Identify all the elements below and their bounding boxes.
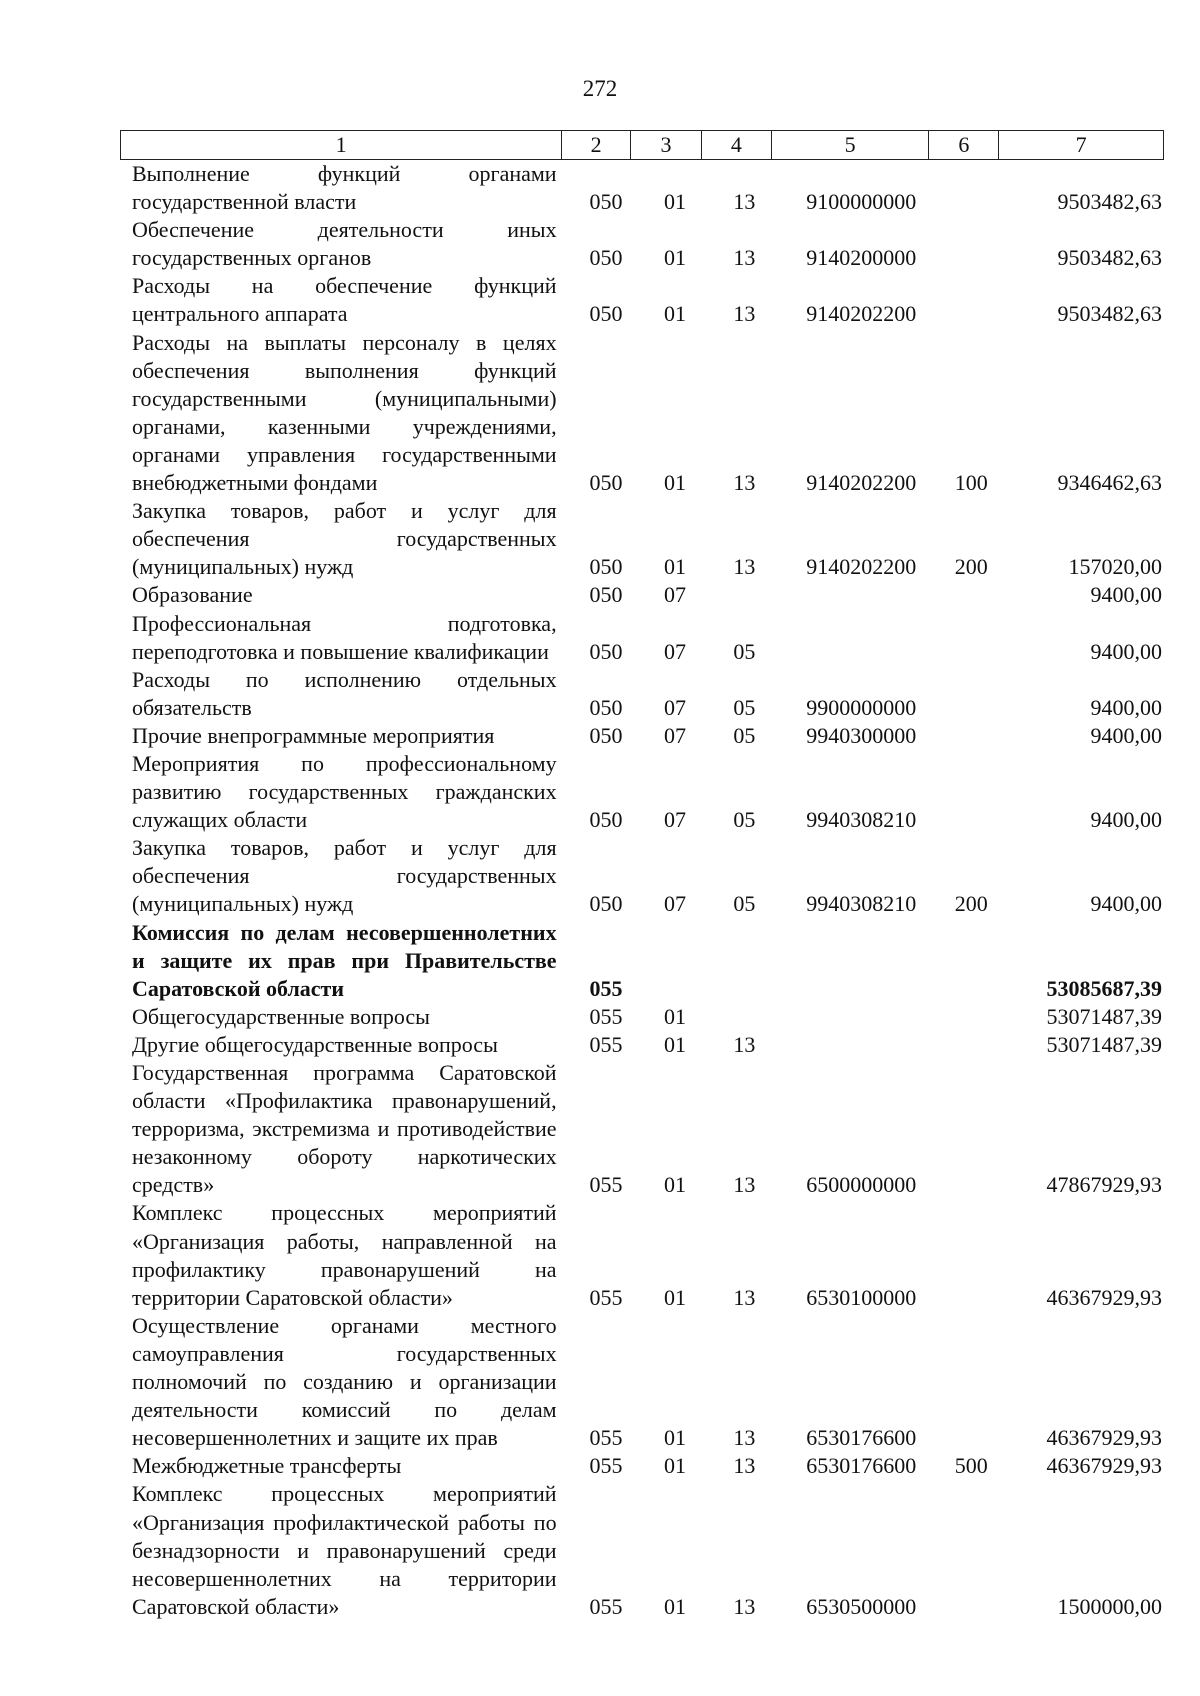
row-subsection-code: 05 bbox=[733, 722, 756, 748]
table-row bbox=[132, 497, 1162, 581]
budget-table-body bbox=[132, 160, 1162, 1621]
row-subsection-code: 13 bbox=[733, 554, 756, 580]
table-row bbox=[132, 1452, 1162, 1480]
row-subsection-code: 05 bbox=[733, 638, 756, 664]
row-grbs-code: 055 bbox=[589, 1593, 623, 1619]
row-name: Закупка товаров, работ и услуг для обеспечения государственных (муниципальных) нужд bbox=[132, 835, 557, 917]
row-subsection-code: 13 bbox=[733, 245, 756, 271]
row-section-code: 01 bbox=[663, 1003, 686, 1029]
row-target-article: 9940308210 bbox=[806, 891, 917, 917]
row-grbs-code: 050 bbox=[589, 694, 623, 720]
row-amount: 53071487,39 bbox=[1046, 1031, 1162, 1057]
row-name: Мероприятия по профессиональному развитию государственных гражданских служащих области bbox=[132, 750, 557, 833]
row-subsection-code: 13 bbox=[733, 189, 756, 215]
page-number: 272 bbox=[582, 76, 618, 101]
column-header-amount: 7 bbox=[1075, 132, 1087, 157]
row-section-code: 07 bbox=[663, 694, 686, 720]
row-grbs-code: 055 bbox=[589, 1284, 623, 1310]
row-subsection-code: 05 bbox=[733, 694, 756, 720]
row-amount: 46367929,93 bbox=[1046, 1284, 1162, 1310]
row-expense-type: 200 bbox=[954, 554, 988, 580]
row-name: Межбюджетные трансферты bbox=[132, 1453, 402, 1479]
row-target-article: 9940308210 bbox=[806, 807, 917, 833]
row-subsection-code: 13 bbox=[733, 1593, 756, 1619]
row-name: Государственная программа Саратовской области «Профилактика правонарушений, терроризма, экстремизма и противодействие незаконному обороту наркотических средств» bbox=[132, 1060, 557, 1198]
row-amount: 9503482,63 bbox=[1057, 245, 1162, 271]
row-name: Расходы на обеспечение функций центрального аппарата bbox=[132, 273, 557, 327]
row-subsection-code: 05 bbox=[733, 891, 756, 917]
row-section-code: 07 bbox=[663, 722, 686, 748]
row-grbs-code: 050 bbox=[589, 582, 623, 608]
row-name: Профессиональная подготовка, переподготовка и повышение квалификации bbox=[132, 610, 557, 664]
row-section-code: 07 bbox=[663, 891, 686, 917]
column-header-section: 3 bbox=[631, 131, 702, 159]
column-header-grbs: 2 bbox=[562, 131, 631, 159]
row-target-article: 9140202200 bbox=[806, 470, 917, 496]
row-target-article: 6530100000 bbox=[806, 1284, 917, 1310]
row-section-code: 01 bbox=[663, 1425, 686, 1451]
row-section-code: 07 bbox=[663, 807, 686, 833]
row-grbs-code: 055 bbox=[589, 1003, 623, 1029]
row-grbs-code: 055 bbox=[589, 1425, 623, 1451]
row-section-code: 01 bbox=[663, 1031, 686, 1057]
row-name: Прочие внепрограммные мероприятия bbox=[132, 722, 495, 748]
row-section-code: 07 bbox=[663, 582, 686, 608]
table-row bbox=[132, 834, 1162, 918]
row-name: Комплекс процессных мероприятий «Организация профилактической работы по безнадзорности и правонарушений среди несовершеннолетних на территории Саратовской области» bbox=[132, 1481, 557, 1619]
row-name: Образование bbox=[132, 582, 253, 608]
row-expense-type: 500 bbox=[954, 1453, 988, 1479]
row-subsection-code: 13 bbox=[733, 1172, 756, 1198]
row-section-code: 07 bbox=[663, 638, 686, 664]
table-row bbox=[132, 272, 1162, 328]
row-subsection-code: 13 bbox=[733, 470, 756, 496]
row-name: Комплекс процессных мероприятий «Организация работы, направленной на профилактику правонарушений на территории Саратовской области» bbox=[132, 1200, 557, 1310]
row-name: Закупка товаров, работ и услуг для обеспечения государственных (муниципальных) нужд bbox=[132, 498, 557, 580]
row-amount: 9503482,63 bbox=[1057, 301, 1162, 327]
row-name: Комиссия по делам несовершеннолетних и защите их прав при Правительстве Саратовской области bbox=[132, 919, 557, 1001]
row-section-code: 01 bbox=[663, 1453, 686, 1479]
row-target-article: 6500000000 bbox=[806, 1172, 917, 1198]
row-grbs-code: 055 bbox=[589, 1453, 623, 1479]
row-grbs-code: 050 bbox=[589, 638, 623, 664]
row-grbs-code: 050 bbox=[589, 301, 623, 327]
table-row bbox=[132, 581, 1162, 609]
row-target-article: 9140202200 bbox=[806, 554, 917, 580]
table-row bbox=[132, 1312, 1162, 1452]
row-section-code: 01 bbox=[663, 1593, 686, 1619]
row-amount: 1500000,00 bbox=[1057, 1593, 1162, 1619]
row-grbs-code: 050 bbox=[589, 189, 623, 215]
table-row bbox=[132, 919, 1162, 1003]
row-grbs-code: 055 bbox=[589, 1172, 623, 1198]
row-target-article: 9140200000 bbox=[806, 245, 917, 271]
row-name: Осуществление органами местного самоуправления государственных полномочий по созданию и организации деятельности комиссий по делам несовершеннолетних и защите их прав bbox=[132, 1312, 557, 1451]
row-amount: 9400,00 bbox=[1090, 638, 1162, 664]
row-expense-type: 200 bbox=[954, 891, 988, 917]
row-amount: 46367929,93 bbox=[1046, 1453, 1162, 1479]
row-section-code: 01 bbox=[663, 189, 686, 215]
row-amount: 9400,00 bbox=[1090, 694, 1162, 720]
row-amount: 157020,00 bbox=[1068, 554, 1162, 580]
row-name: Расходы на выплаты персоналу в целях обеспечения выполнения функций государственными (муниципальными) органами, казенными учреждениями, органами управления государственными внебюджетными фондами bbox=[132, 329, 557, 496]
row-target-article: 6530176600 bbox=[806, 1453, 917, 1479]
table-row bbox=[132, 160, 1162, 216]
row-amount: 9400,00 bbox=[1090, 582, 1162, 608]
row-section-code: 01 bbox=[663, 1172, 686, 1198]
row-target-article: 9100000000 bbox=[806, 189, 917, 215]
row-amount: 9503482,63 bbox=[1057, 189, 1162, 215]
table-row bbox=[132, 1003, 1162, 1031]
row-amount: 9346462,63 bbox=[1057, 470, 1162, 496]
row-grbs-code: 050 bbox=[589, 722, 623, 748]
row-amount: 9400,00 bbox=[1090, 807, 1162, 833]
row-subsection-code: 13 bbox=[733, 1425, 756, 1451]
row-amount: 9400,00 bbox=[1090, 722, 1162, 748]
row-subsection-code: 13 bbox=[733, 1031, 756, 1057]
row-section-code: 01 bbox=[663, 301, 686, 327]
row-subsection-code: 13 bbox=[733, 1284, 756, 1310]
row-target-article: 9900000000 bbox=[806, 694, 917, 720]
table-row bbox=[132, 1480, 1162, 1620]
row-amount: 53085687,39 bbox=[1046, 975, 1162, 1001]
row-subsection-code: 13 bbox=[733, 1453, 756, 1479]
row-expense-type: 100 bbox=[954, 470, 988, 496]
row-subsection-code: 05 bbox=[733, 807, 756, 833]
row-amount: 47867929,93 bbox=[1046, 1172, 1162, 1198]
row-subsection-code: 13 bbox=[733, 301, 756, 327]
column-header-target-article: 5 bbox=[772, 131, 930, 159]
row-target-article: 9940300000 bbox=[806, 722, 917, 748]
column-header-subsection: 4 bbox=[702, 131, 772, 159]
row-target-article: 6530176600 bbox=[806, 1425, 917, 1451]
row-name: Другие общегосударственные вопросы bbox=[132, 1031, 498, 1057]
table-row bbox=[132, 329, 1162, 498]
row-grbs-code: 050 bbox=[589, 554, 623, 580]
table-row bbox=[132, 610, 1162, 666]
row-amount: 9400,00 bbox=[1090, 891, 1162, 917]
row-grbs-code: 050 bbox=[589, 891, 623, 917]
table-header bbox=[120, 130, 1164, 160]
row-grbs-code: 050 bbox=[589, 470, 623, 496]
row-grbs-code: 050 bbox=[589, 245, 623, 271]
table-row bbox=[132, 666, 1162, 722]
row-section-code: 01 bbox=[663, 245, 686, 271]
table-row bbox=[132, 1199, 1162, 1311]
row-target-article: 9140202200 bbox=[806, 301, 917, 327]
row-name: Обеспечение деятельности иных государственных органов bbox=[132, 217, 557, 271]
row-grbs-code: 050 bbox=[589, 807, 623, 833]
column-header-name: 1 bbox=[121, 131, 562, 159]
row-name: Расходы по исполнению отдельных обязательств bbox=[132, 666, 557, 720]
table-row bbox=[132, 1031, 1162, 1059]
row-section-code: 01 bbox=[663, 1284, 686, 1310]
row-amount: 46367929,93 bbox=[1046, 1425, 1162, 1451]
row-grbs-code: 055 bbox=[589, 975, 623, 1001]
table-row bbox=[132, 1059, 1162, 1199]
row-name: Выполнение функций органами государственной власти bbox=[132, 161, 557, 215]
table-row bbox=[132, 750, 1162, 834]
table-row bbox=[132, 216, 1162, 272]
column-header-expense-type: 6 bbox=[929, 131, 999, 159]
table-row bbox=[132, 722, 1162, 750]
row-section-code: 01 bbox=[663, 470, 686, 496]
row-grbs-code: 055 bbox=[589, 1031, 623, 1057]
row-name: Общегосударственные вопросы bbox=[132, 1003, 430, 1029]
row-amount: 53071487,39 bbox=[1046, 1003, 1162, 1029]
row-section-code: 01 bbox=[663, 554, 686, 580]
row-target-article: 6530500000 bbox=[806, 1593, 917, 1619]
